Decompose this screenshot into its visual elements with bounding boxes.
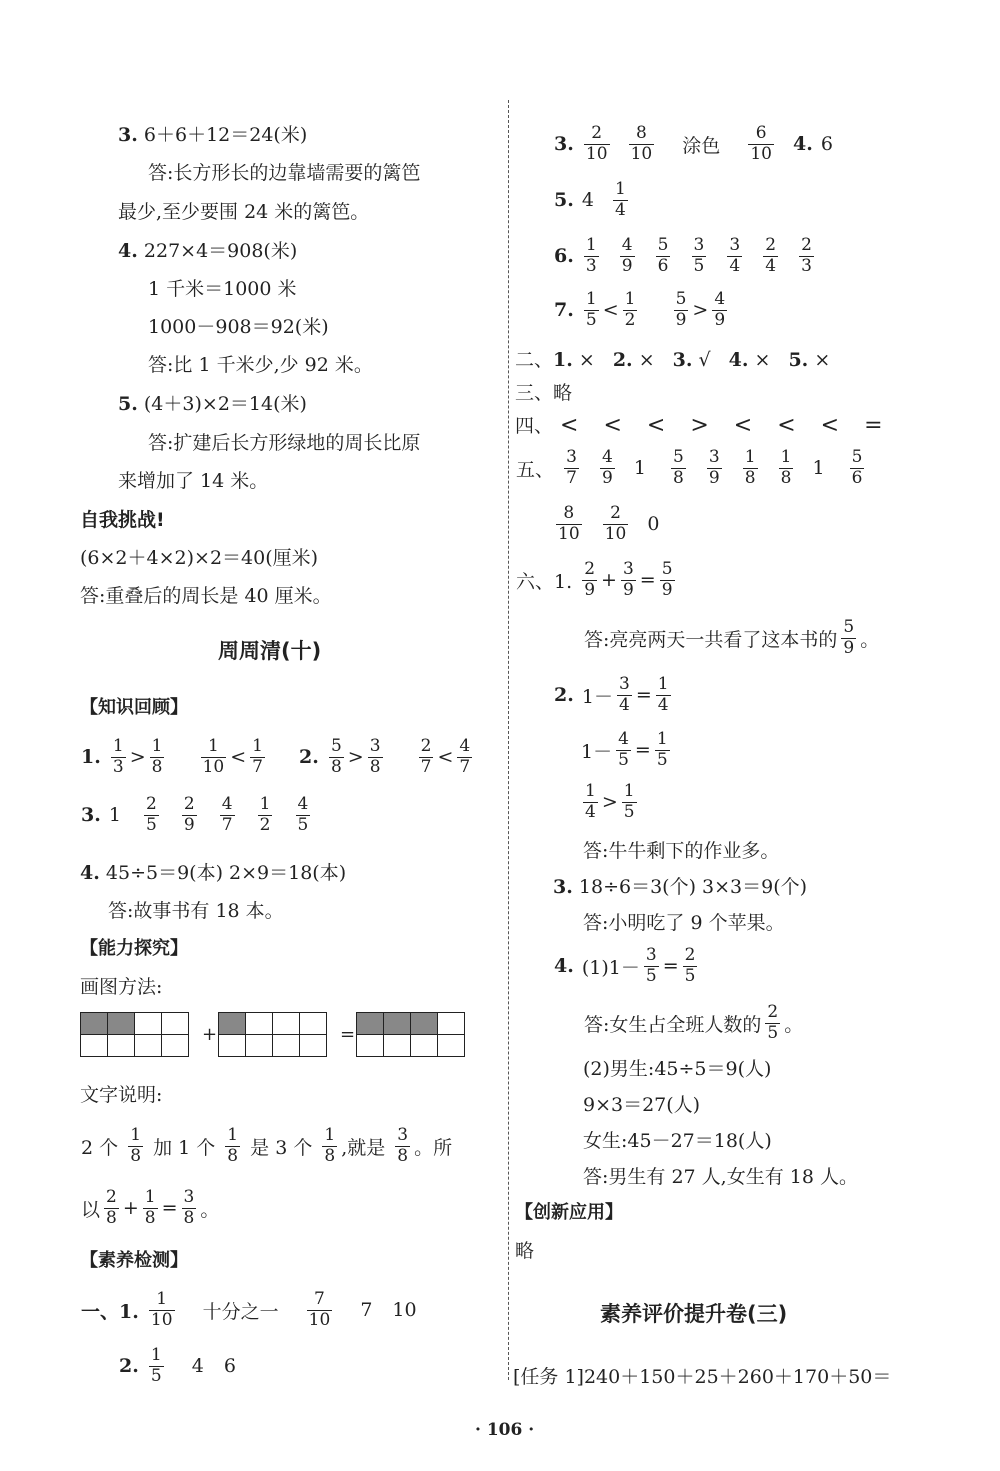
fraction-grid-1 [80, 1012, 189, 1057]
left-q4-line1: 4. 227×4＝908(米) [118, 240, 298, 262]
left-q5-answer-2: 来增加了 14 米。 [118, 470, 269, 492]
innovation-answer: 略 [515, 1240, 535, 1262]
knowledge-q4-expr: 4. 45÷5＝9(本) 2×9＝18(本) [80, 862, 347, 884]
right-part-three: 三、略 [515, 382, 573, 404]
right-six-q2-line1: 2. 1－ $\frac{3}{4}$ = $\frac{1}{4}$ [554, 674, 669, 715]
right-part-two: 二、1. × 2. × 3. √ 4. × 5. × [515, 349, 831, 371]
left-q3-answer-2: 最少,至少要围 24 米的篱笆。 [118, 201, 370, 223]
challenge-title: 自我挑战! [80, 509, 165, 531]
ability-heading: 【能力探究】 [80, 938, 188, 959]
innovation-heading: 【创新应用】 [515, 1202, 623, 1223]
right-q7: 7. $\frac{1}{5}$ < $\frac{1}{2}$ $\frac{5}{9}$ > $\frac{4}{9}$ [554, 289, 726, 330]
right-six-q4-line4: 女生:45－27＝18(人) [583, 1130, 772, 1152]
left-q4-line3: 1000－908＝92(米) [148, 316, 329, 338]
right-six-q4-answer-1: 答:女生占全班人数的 $\frac{2}{5}$ 。 [584, 1002, 804, 1043]
right-six-q1-expr: 六、1. $\frac{2}{9}$ + $\frac{3}{9}$ = $\frac{5}{9}$ [516, 559, 673, 600]
right-part-five-row2: $\frac{8}{10}$ $\frac{2}{10}$ 0 [558, 503, 660, 544]
challenge-expr: (6×2＋4×2)×2＝40(厘米) [80, 547, 319, 569]
literacy-q2: 2. $\frac{1}{5}$ 4 6 [119, 1345, 236, 1386]
knowledge-q1-q2: 1. $\frac{1}{3}$ > $\frac{1}{8}$ $\frac{1}{10}$ < $\frac{1}{7}$ 2. $\frac{5}{8}$ > $\frac{3}{8}$ $\frac{2}{7}$ < $\frac{4}{7}$ [81, 736, 471, 777]
right-six-q1-answer: 答:亮亮两天一共看了这本书的 $\frac{5}{9}$ 。 [584, 617, 880, 658]
left-q5-answer-1: 答:扩建后长方形绿地的周长比原 [148, 432, 421, 454]
right-six-q4-line1: 4. (1)1－ $\frac{3}{5}$ = $\frac{2}{5}$ [554, 945, 696, 986]
section-title-weekly: 周周清(十) [218, 639, 322, 663]
right-q3-q4: 3. $\frac{2}{10}$ $\frac{8}{10}$ 涂色 $\frac{6}{10}$ 4. 6 [554, 123, 833, 164]
right-six-q2-line3: $\frac{1}{4}$ > $\frac{1}{5}$ [585, 781, 635, 822]
equals-sign: = [340, 1024, 356, 1045]
fraction-grid-3 [356, 1012, 465, 1057]
right-six-q2-answer: 答:牛牛剩下的作业多。 [583, 840, 780, 862]
plus-sign: + [202, 1024, 218, 1045]
left-q5-expr: 5. (4＋3)×2＝14(米) [118, 393, 307, 415]
right-six-q4-answer-2: 答:男生有 27 人,女生有 18 人。 [583, 1166, 858, 1188]
page-number: · 106 · [475, 1420, 535, 1440]
right-six-q3-expr: 3. 18÷6＝3(个) 3×3＝9(个) [553, 876, 808, 898]
text-explain-label: 文字说明: [80, 1084, 163, 1106]
left-q3-answer-1: 答:长方形长的边靠墙需要的篱笆 [148, 162, 421, 184]
draw-method-label: 画图方法: [80, 976, 163, 998]
explain-line-2: 以 $\frac{2}{8}$ + $\frac{1}{8}$ = $\frac{3}{8}$ 。 [81, 1187, 220, 1228]
right-part-five-row1: 五、 $\frac{3}{7}$ $\frac{4}{9}$ 1 $\frac{5}{8}$ $\frac{3}{9}$ $\frac{1}{8}$ $\frac{1}{8}$ 1 $\frac{5}{6}$ [516, 447, 863, 488]
explain-line-1: 2 个 $\frac{1}{8}$ 加 1 个 $\frac{1}{8}$ 是 3 个 $\frac{1}{8}$ ,就是 $\frac{3}{8}$ 。所 [81, 1125, 453, 1166]
right-q6: 6. $\frac{1}{3}$ $\frac{4}{9}$ $\frac{5}{6}$ $\frac{3}{5}$ $\frac{3}{4}$ $\frac{2}{4}$ $\frac{2}{3}$ [554, 235, 812, 276]
literacy-q1: 一、1. $\frac{1}{10}$ 十分之一 $\frac{7}{10}$ 7 10 [81, 1289, 417, 1330]
left-q4-line2: 1 千米＝1000 米 [148, 278, 297, 300]
column-divider [508, 100, 509, 1380]
left-q4-answer: 答:比 1 千米少,少 92 米。 [148, 354, 373, 376]
left-q3-expr: 3. 6＋6＋12＝24(米) [118, 124, 308, 146]
right-six-q4-line3: 9×3＝27(人) [583, 1094, 701, 1116]
right-six-q2-line2: 1－ $\frac{4}{5}$ = $\frac{1}{5}$ [581, 729, 668, 770]
right-six-q3-answer: 答:小明吃了 9 个苹果。 [583, 912, 785, 934]
challenge-answer: 答:重叠后的周长是 40 厘米。 [80, 585, 332, 607]
task-1-expr: [任务 1]240＋150＋25＋260＋170＋50＝ [513, 1366, 892, 1388]
section-title-evaluation: 素养评价提升卷(三) [600, 1302, 788, 1326]
knowledge-heading: 【知识回顾】 [80, 697, 188, 718]
knowledge-q4-answer: 答:故事书有 18 本。 [108, 900, 284, 922]
literacy-heading: 【素养检测】 [80, 1250, 188, 1271]
right-six-q4-line2: (2)男生:45÷5＝9(人) [583, 1058, 772, 1080]
right-part-four: 四、 < < < > < < < = [515, 413, 883, 438]
right-q5: 5. 4 $\frac{1}{4}$ [554, 179, 626, 220]
knowledge-q3: 3. 1 $\frac{2}{5}$ $\frac{2}{9}$ $\frac{4}{7}$ $\frac{1}{2}$ $\frac{4}{5}$ [81, 794, 309, 835]
fraction-grid-2 [218, 1012, 327, 1057]
